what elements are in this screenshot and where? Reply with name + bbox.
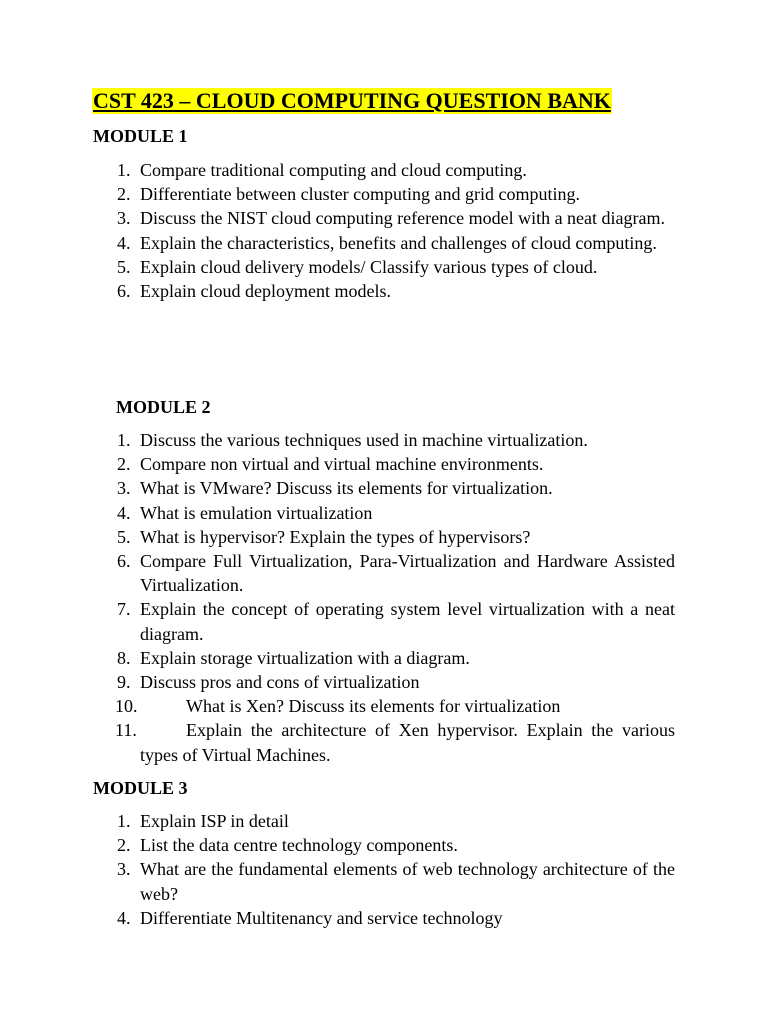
question-item — [93, 476, 675, 500]
question-text: Explain cloud deployment models. — [140, 281, 391, 302]
question-number: 8. — [117, 647, 131, 668]
module-2-heading: MODULE 2 — [116, 397, 211, 417]
question-text: What are the fundamental elements of web technology architecture of the web? — [140, 859, 675, 904]
question-item — [93, 428, 675, 452]
module-3-question-list — [93, 809, 675, 930]
question-text: What is hypervisor? Explain the types of hypervisors? — [140, 526, 531, 547]
module-2-question-list — [93, 428, 675, 767]
question-text: Differentiate between cluster computing and grid computing. — [140, 184, 581, 205]
question-number: 2. — [117, 454, 131, 475]
question-number: 3. — [117, 478, 131, 499]
question-item — [93, 549, 675, 597]
question-number: 6. — [117, 551, 131, 572]
question-item — [93, 646, 675, 670]
module-3-heading: MODULE 3 — [93, 778, 188, 798]
question-text: Explain cloud delivery models/ Classify various types of cloud. — [140, 256, 598, 277]
question-text: Compare traditional computing and cloud computing. — [140, 160, 527, 180]
question-item — [93, 231, 675, 255]
question-item — [93, 809, 675, 833]
question-item — [93, 525, 675, 549]
question-text: Compare Full Virtualization, Para-Virtualization and Hardware Assisted Virtualization. — [140, 551, 675, 596]
question-number: 6. — [117, 281, 131, 302]
question-text: What is emulation virtualization — [140, 502, 373, 523]
question-item — [93, 206, 675, 230]
question-number: 3. — [117, 208, 131, 229]
question-item — [93, 718, 675, 766]
question-text: Explain storage virtualization with a diagram. — [140, 647, 470, 668]
question-text: What is VMware? Discuss its elements for virtualization. — [140, 478, 553, 499]
question-text: Discuss pros and cons of virtualization — [140, 672, 420, 693]
question-item — [93, 833, 675, 857]
question-number: 5. — [117, 526, 131, 547]
question-item — [93, 670, 675, 694]
question-number: 2. — [117, 835, 131, 856]
question-item — [93, 452, 675, 476]
question-number: 4. — [117, 502, 131, 523]
question-text: Explain the characteristics, benefits and challenges of cloud computing. — [140, 232, 657, 253]
question-number: 7. — [117, 599, 131, 620]
question-text: Discuss the various techniques used in machine virtualization. — [140, 430, 588, 450]
question-number: 11. — [115, 720, 137, 741]
question-number: 4. — [117, 232, 131, 253]
question-number: 9. — [117, 672, 131, 693]
question-text: Explain ISP in detail — [140, 811, 289, 831]
question-item — [93, 694, 675, 718]
module-1-heading: MODULE 1 — [93, 126, 188, 146]
document-title — [92, 87, 612, 115]
title-highlight: CST 423 – CLOUD COMPUTING QUESTION BANK — [93, 88, 611, 113]
question-item — [93, 158, 675, 182]
question-item — [93, 501, 675, 525]
question-number: 10. — [115, 696, 138, 717]
question-item — [93, 182, 675, 206]
module-1-question-list — [93, 158, 675, 303]
question-item — [93, 857, 675, 905]
question-text: Compare non virtual and virtual machine environments. — [140, 454, 544, 475]
question-text: Explain the architecture of Xen hypervisor. Explain the various types of Virtual Machines. — [140, 720, 675, 765]
question-number: 1. — [117, 811, 131, 831]
question-item — [93, 597, 675, 645]
question-number: 5. — [117, 256, 131, 277]
question-item — [93, 279, 675, 303]
question-item — [93, 906, 675, 930]
question-number: 2. — [117, 184, 131, 205]
question-number: 1. — [117, 160, 131, 180]
question-number: 1. — [117, 430, 131, 450]
question-number: 3. — [117, 859, 131, 880]
question-text: List the data centre technology components. — [140, 835, 458, 856]
question-text: Explain the concept of operating system level virtualization with a neat diagram. — [140, 599, 675, 644]
question-text: Discuss the NIST cloud computing reference model with a neat diagram. — [140, 208, 666, 229]
question-item — [93, 255, 675, 279]
question-text: Differentiate Multitenancy and service technology — [140, 907, 503, 928]
question-number: 4. — [117, 907, 131, 928]
question-text: What is Xen? Discuss its elements for virtualization — [186, 696, 561, 717]
